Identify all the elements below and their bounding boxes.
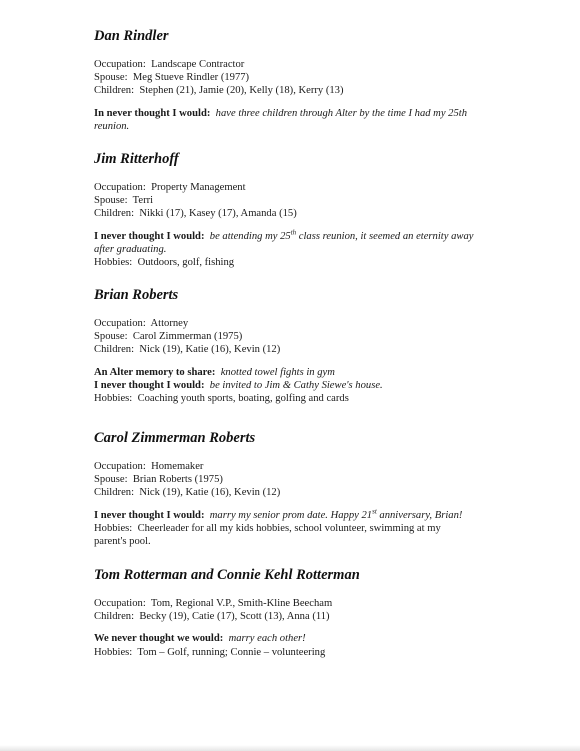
- spouse-line: [94, 194, 524, 207]
- never-thought-value: be invited to Jim & Cathy Siewe's house.: [209, 379, 383, 391]
- never-thought-value-cont: after graduating.: [94, 243, 167, 255]
- memory-value: knotted towel fights in gym: [220, 366, 335, 378]
- occupation-label: Occupation:: [94, 59, 146, 70]
- hobbies-value: Outdoors, golf, fishing: [137, 257, 235, 269]
- never-thought-line: [94, 379, 524, 392]
- hobbies-label: Hobbies:: [94, 257, 133, 269]
- children-line: [94, 84, 524, 97]
- spouse-line: [94, 473, 524, 486]
- hobbies-line: [94, 392, 524, 405]
- page-bottom-edge: [0, 745, 580, 751]
- entry-brian-roberts: [94, 286, 524, 405]
- entry-name: Brian Roberts: [94, 287, 179, 303]
- never-thought-value: [209, 228, 474, 242]
- never-thought-value-cont: reunion.: [94, 120, 130, 132]
- hobbies-value: Coaching youth sports, boating, golfing and cards: [137, 393, 349, 405]
- occupation-line: [94, 597, 524, 610]
- never-thought-line: [94, 107, 524, 120]
- never-thought-value: have three children through Alter by the time I had my 25th: [215, 107, 468, 119]
- occupation-line: [94, 460, 524, 473]
- occupation-label: Occupation:: [94, 461, 146, 472]
- children-label: Children:: [94, 208, 135, 220]
- never-thought-text: be attending my 25: [209, 230, 291, 242]
- entry-dan-rindler: [94, 27, 524, 133]
- children-value: Stephen (21), Jamie (20), Kelly (18), Kerry (13): [139, 85, 344, 97]
- never-thought-text-rest: class reunion, it seemed an eternity away: [296, 230, 474, 242]
- spouse-label: Spouse:: [94, 195, 128, 207]
- memory-line: [94, 366, 524, 379]
- children-value: Nick (19), Katie (16), Kevin (12): [139, 487, 281, 499]
- never-thought-label: We never thought we would:: [94, 633, 224, 645]
- hobbies-label: Hobbies:: [94, 522, 133, 534]
- children-value: Nikki (17), Kasey (17), Amanda (15): [139, 208, 297, 220]
- children-value: Becky (19), Catie (17), Scott (13), Anna (11): [139, 611, 330, 623]
- children-line: [94, 486, 524, 499]
- entry-carol-zimmerman-roberts: [94, 429, 524, 548]
- children-line: [94, 343, 524, 356]
- never-thought-label: I never thought I would:: [94, 509, 205, 521]
- hobbies-value: Tom – Golf, running; Connie – volunteering: [137, 646, 326, 658]
- children-label: Children:: [94, 85, 135, 97]
- ordinal-suffix: th: [290, 228, 297, 237]
- occupation-value: Landscape Contractor: [151, 59, 245, 70]
- never-thought-label: In never thought I would:: [94, 107, 211, 119]
- children-line: [94, 207, 524, 220]
- spouse-label: Spouse:: [94, 72, 128, 84]
- spouse-value: Meg Stueve Rindler (1977): [132, 72, 250, 84]
- hobbies-line: [94, 646, 524, 659]
- never-thought-line: [94, 230, 524, 243]
- hobbies-label: Hobbies:: [94, 393, 133, 405]
- children-label: Children:: [94, 344, 135, 356]
- spouse-value: Brian Roberts (1975): [132, 474, 223, 486]
- occupation-value: Attorney: [150, 318, 189, 329]
- hobbies-line: [94, 522, 524, 535]
- spouse-value: Terri: [132, 195, 154, 207]
- spouse-line: [94, 330, 524, 343]
- memory-label: An Alter memory to share:: [94, 366, 216, 378]
- children-label: Children:: [94, 487, 135, 499]
- occupation-label: Occupation:: [94, 598, 146, 609]
- spouse-label: Spouse:: [94, 474, 128, 486]
- never-thought-label: I never thought I would:: [94, 379, 205, 391]
- never-thought-value: marry each other!: [228, 633, 306, 645]
- occupation-value: Homemaker: [151, 461, 204, 472]
- never-thought-text-rest: anniversary, Brian!: [376, 509, 463, 521]
- occupation-value: Property Management: [151, 182, 246, 193]
- entry-name: Dan Rindler: [94, 28, 169, 44]
- never-thought-value: [209, 507, 463, 521]
- never-thought-label: I never thought I would:: [94, 230, 205, 242]
- hobbies-label: Hobbies:: [94, 646, 133, 658]
- hobbies-line: [94, 256, 524, 269]
- spouse-value: Carol Zimmerman (1975): [132, 331, 243, 343]
- children-value: Nick (19), Katie (16), Kevin (12): [139, 344, 281, 356]
- occupation-line: [94, 58, 524, 71]
- occupation-line: [94, 317, 524, 330]
- hobbies-value-cont: parent's pool.: [94, 536, 151, 548]
- occupation-line: [94, 181, 524, 194]
- occupation-label: Occupation:: [94, 182, 146, 193]
- never-thought-line: [94, 632, 524, 645]
- children-label: Children:: [94, 611, 135, 623]
- hobbies-value: Cheerleader for all my kids hobbies, school volunteer, swimming at my: [137, 522, 441, 534]
- occupation-value: Tom, Regional V.P., Smith-Kline Beecham: [150, 598, 333, 609]
- ordinal-suffix: st: [372, 507, 377, 516]
- entry-tom-connie-rotterman: [94, 566, 524, 659]
- entry-name: Tom Rotterman and Connie Kehl Rotterman: [94, 567, 360, 583]
- occupation-label: Occupation:: [94, 318, 146, 329]
- never-thought-text: marry my senior prom date. Happy 21: [209, 509, 373, 521]
- never-thought-line: [94, 509, 524, 522]
- spouse-line: [94, 71, 524, 84]
- children-line: [94, 610, 524, 623]
- entry-name: Carol Zimmerman Roberts: [94, 430, 256, 446]
- spouse-label: Spouse:: [94, 331, 128, 343]
- entry-jim-ritterhoff: [94, 150, 524, 269]
- entry-name: Jim Ritterhoff: [94, 151, 179, 167]
